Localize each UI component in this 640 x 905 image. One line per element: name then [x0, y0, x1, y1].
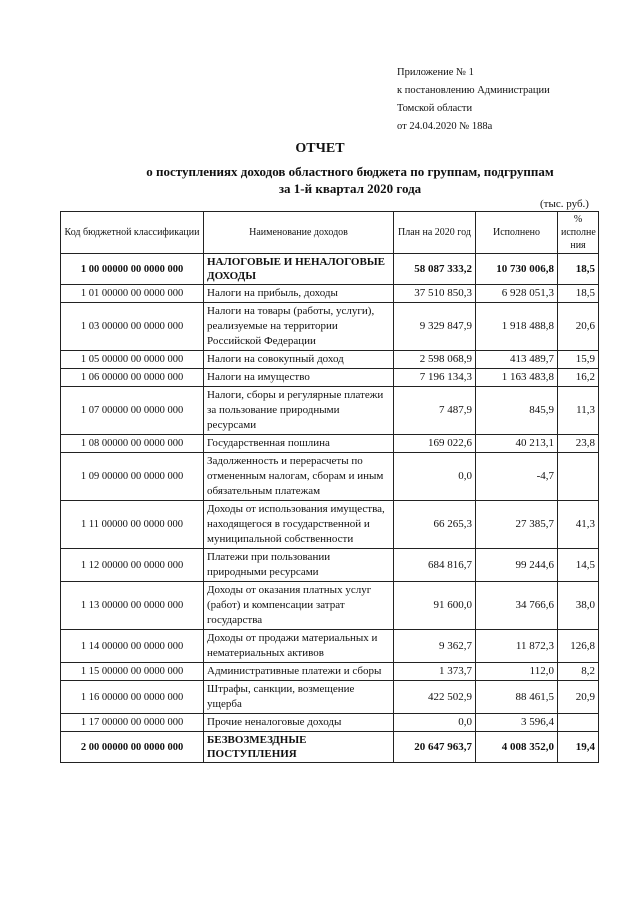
cell-name: НАЛОГОВЫЕ И НЕНАЛОГОВЫЕ ДОХОДЫ [204, 254, 394, 285]
cell-plan: 169 022,6 [394, 435, 476, 453]
cell-name: Доходы от продажи материальных и нематериальных активов [204, 630, 394, 663]
cell-plan: 2 598 068,9 [394, 351, 476, 369]
report-title: ОТЧЕТ [295, 141, 345, 156]
cell-pct: 18,5 [558, 254, 599, 285]
table-row [61, 549, 599, 582]
cell-code: 1 12 00000 00 0000 000 [61, 549, 204, 582]
cell-pct: 16,2 [558, 369, 599, 387]
cell-done: 1 918 488,8 [476, 303, 558, 351]
cell-name: Платежи при пользовании природными ресурсами [204, 549, 394, 582]
table-row [61, 303, 599, 351]
cell-name: Налоги на имущество [204, 369, 394, 387]
cell-code: 1 16 00000 00 0000 000 [61, 681, 204, 714]
cell-code: 1 09 00000 00 0000 000 [61, 453, 204, 501]
cell-name: Доходы от использования имущества, находящегося в государственной и муниципальной собственности [204, 501, 394, 549]
cell-plan: 7 487,9 [394, 387, 476, 435]
header-done: Исполнено [476, 212, 558, 254]
appendix-line: от 24.04.2020 № 188а [397, 121, 493, 132]
cell-plan: 1 373,7 [394, 663, 476, 681]
cell-code: 2 00 00000 00 0000 000 [61, 732, 204, 763]
cell-code: 1 05 00000 00 0000 000 [61, 351, 204, 369]
cell-name: Штрафы, санкции, возмещение ущерба [204, 681, 394, 714]
cell-name: Доходы от оказания платных услуг (работ) и компенсации затрат государства [204, 582, 394, 630]
cell-done: -4,7 [476, 453, 558, 501]
cell-pct: 20,6 [558, 303, 599, 351]
cell-pct: 14,5 [558, 549, 599, 582]
cell-plan: 0,0 [394, 714, 476, 732]
cell-done: 27 385,7 [476, 501, 558, 549]
table-header-row [61, 212, 599, 254]
cell-plan: 37 510 850,3 [394, 285, 476, 303]
cell-plan: 422 502,9 [394, 681, 476, 714]
table-row [61, 453, 599, 501]
cell-code: 1 06 00000 00 0000 000 [61, 369, 204, 387]
cell-name: Налоги, сборы и регулярные платежи за пользование природными ресурсами [204, 387, 394, 435]
cell-done: 99 244,6 [476, 549, 558, 582]
cell-pct: 41,3 [558, 501, 599, 549]
subtitle-line: о поступлениях доходов областного бюджета по группам, подгруппам [146, 164, 554, 179]
appendix-line: к постановлению Администрации [397, 85, 550, 96]
cell-pct: 20,9 [558, 681, 599, 714]
table-row [61, 681, 599, 714]
cell-name: БЕЗВОЗМЕЗДНЫЕ ПОСТУПЛЕНИЯ [204, 732, 394, 763]
cell-plan: 66 265,3 [394, 501, 476, 549]
header-plan: План на 2020 год [394, 212, 476, 254]
appendix-line: Приложение № 1 [397, 67, 474, 78]
cell-name: Административные платежи и сборы [204, 663, 394, 681]
appendix-line: Томской области [397, 103, 473, 114]
cell-done: 40 213,1 [476, 435, 558, 453]
cell-code: 1 03 00000 00 0000 000 [61, 303, 204, 351]
cell-plan: 0,0 [394, 453, 476, 501]
table-row [61, 501, 599, 549]
units-label: (тыс. руб.) [540, 198, 589, 210]
cell-pct: 126,8 [558, 630, 599, 663]
cell-done: 34 766,6 [476, 582, 558, 630]
table-row [61, 387, 599, 435]
header-pct: % исполне ния [558, 212, 599, 254]
table-row [61, 663, 599, 681]
cell-plan: 9 329 847,9 [394, 303, 476, 351]
cell-pct: 11,3 [558, 387, 599, 435]
cell-plan: 58 087 333,2 [394, 254, 476, 285]
cell-pct: 18,5 [558, 285, 599, 303]
table-row [61, 435, 599, 453]
cell-code: 1 07 00000 00 0000 000 [61, 387, 204, 435]
cell-name: Налоги на прибыль, доходы [204, 285, 394, 303]
cell-done: 4 008 352,0 [476, 732, 558, 763]
cell-pct: 23,8 [558, 435, 599, 453]
table-row [61, 630, 599, 663]
table-row [61, 582, 599, 630]
table-row [61, 351, 599, 369]
table-row [61, 732, 599, 763]
cell-pct: 19,4 [558, 732, 599, 763]
cell-code: 1 11 00000 00 0000 000 [61, 501, 204, 549]
cell-plan: 7 196 134,3 [394, 369, 476, 387]
cell-code: 1 17 00000 00 0000 000 [61, 714, 204, 732]
cell-pct: 15,9 [558, 351, 599, 369]
cell-done: 845,9 [476, 387, 558, 435]
cell-plan: 9 362,7 [394, 630, 476, 663]
cell-pct: 38,0 [558, 582, 599, 630]
table-row [61, 714, 599, 732]
cell-code: 1 14 00000 00 0000 000 [61, 630, 204, 663]
cell-done: 413 489,7 [476, 351, 558, 369]
cell-name: Задолженность и перерасчеты по отмененным налогам, сборам и иным обязательным платежам [204, 453, 394, 501]
cell-done: 112,0 [476, 663, 558, 681]
cell-code: 1 08 00000 00 0000 000 [61, 435, 204, 453]
cell-done: 3 596,4 [476, 714, 558, 732]
cell-done: 11 872,3 [476, 630, 558, 663]
cell-done: 88 461,5 [476, 681, 558, 714]
cell-done: 1 163 483,8 [476, 369, 558, 387]
cell-plan: 20 647 963,7 [394, 732, 476, 763]
subtitle-line: за 1-й квартал 2020 года [278, 181, 422, 196]
cell-pct: 8,2 [558, 663, 599, 681]
cell-code: 1 15 00000 00 0000 000 [61, 663, 204, 681]
appendix-block [397, 64, 550, 136]
header-code: Код бюджетной классификации [61, 212, 204, 254]
cell-pct [558, 453, 599, 501]
cell-done: 10 730 006,8 [476, 254, 558, 285]
cell-name: Прочие неналоговые доходы [204, 714, 394, 732]
report-subtitle [60, 163, 640, 197]
cell-done: 6 928 051,3 [476, 285, 558, 303]
cell-name: Налоги на совокупный доход [204, 351, 394, 369]
cell-code: 1 13 00000 00 0000 000 [61, 582, 204, 630]
table-row [61, 254, 599, 285]
cell-name: Государственная пошлина [204, 435, 394, 453]
header-name: Наименование доходов [204, 212, 394, 254]
cell-code: 1 00 00000 00 0000 000 [61, 254, 204, 285]
cell-code: 1 01 00000 00 0000 000 [61, 285, 204, 303]
cell-plan: 91 600,0 [394, 582, 476, 630]
table-row [61, 285, 599, 303]
cell-pct [558, 714, 599, 732]
cell-name: Налоги на товары (работы, услуги), реализуемые на территории Российской Федерации [204, 303, 394, 351]
table-row [61, 369, 599, 387]
income-table [60, 211, 599, 763]
cell-plan: 684 816,7 [394, 549, 476, 582]
